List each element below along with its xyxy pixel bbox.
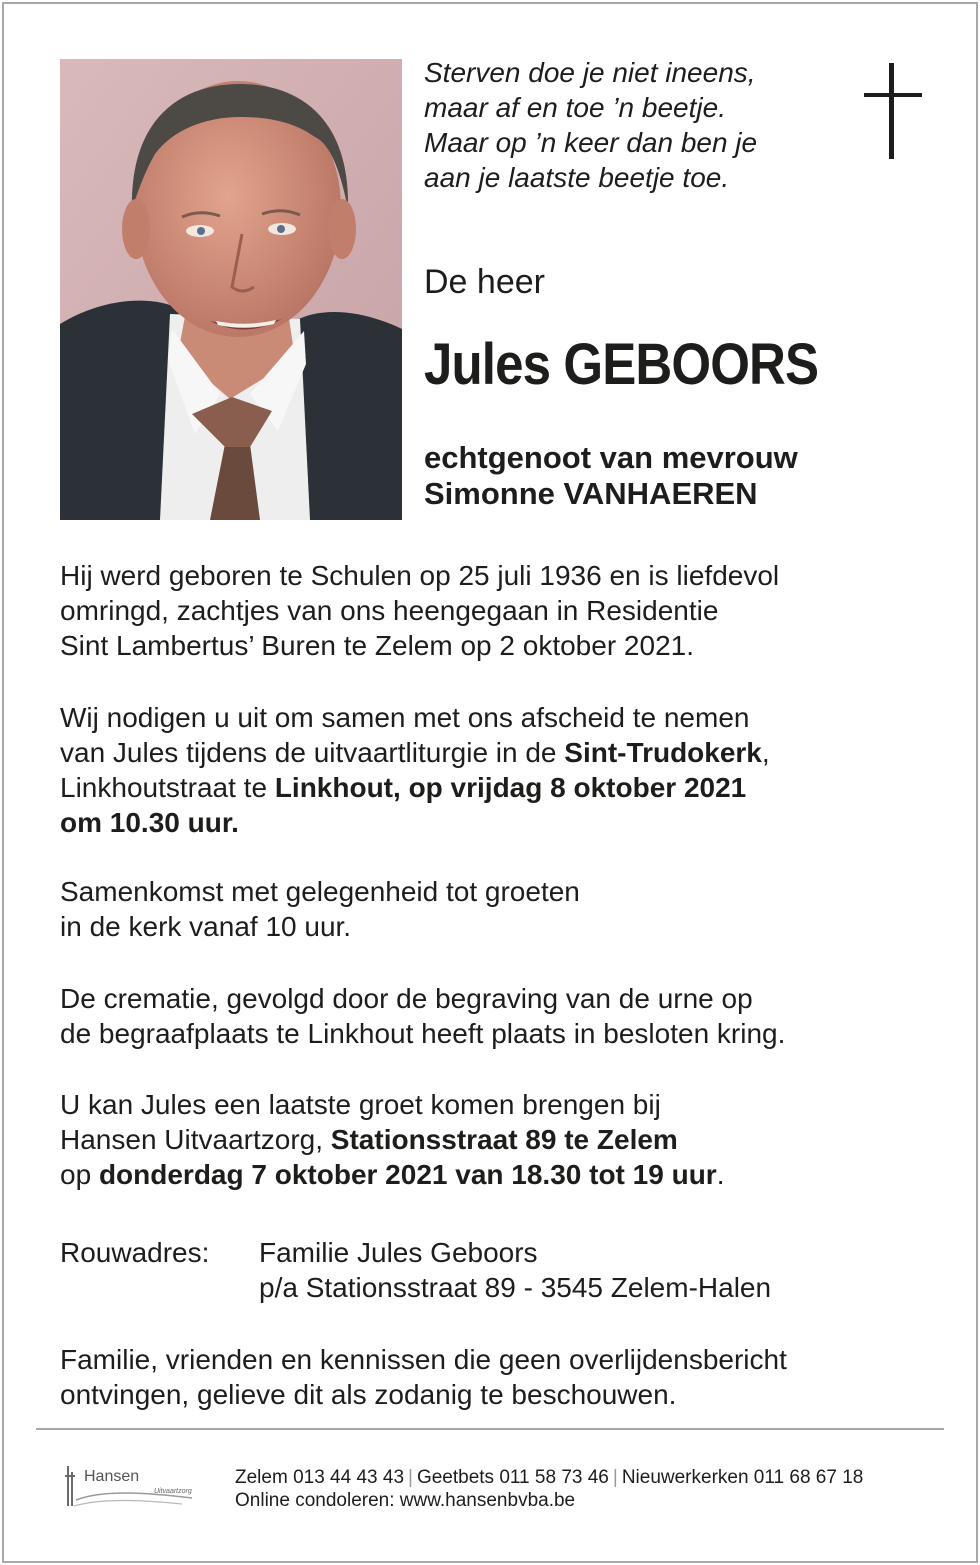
phone-numbers (235, 1466, 863, 1489)
visitation-paragraph (60, 1087, 930, 1192)
text-line: De crematie, gevolgd door de begraving van de urne op (60, 983, 753, 1014)
text-line (60, 1157, 930, 1192)
text-line (60, 735, 930, 770)
text-line: de begraafplaats te Linkhout heeft plaats in besloten kring. (60, 1018, 786, 1049)
logo-name: Hansen (84, 1468, 140, 1485)
poem-line: Sterven doe je niet ineens, (424, 57, 756, 88)
address-lines (259, 1235, 771, 1305)
poem-line: Maar op ’n keer dan ben je (424, 127, 758, 158)
address-line: Familie Jules Geboors (259, 1237, 538, 1268)
text-span: op (60, 1159, 99, 1190)
text-span: Linkhoutstraat te (60, 772, 275, 803)
cross-icon (864, 63, 922, 159)
gathering-paragraph (60, 874, 930, 944)
text-line: Wij nodigen u uit om samen met ons afscheid te nemen (60, 702, 750, 733)
text-line: Hij werd geboren te Schulen op 25 juli 1936 en is liefdevol (60, 560, 780, 591)
poem-line: aan je laatste beetje toe. (424, 162, 730, 193)
spouse-name: Simonne VANHAEREN (424, 476, 758, 511)
text-line (60, 1122, 930, 1157)
text-line: Sint Lambertus’ Buren te Zelem op 2 oktober 2021. (60, 630, 694, 661)
text-line: in de kerk vanaf 10 uur. (60, 911, 352, 942)
address-line: p/a Stationsstraat 89 - 3545 Zelem-Halen (259, 1272, 772, 1303)
text-line: Familie, vrienden en kennissen die geen overlijdensbericht (60, 1344, 787, 1375)
title-prefix: De heer (424, 263, 545, 301)
funeral-date: Linkhout, op vrijdag 8 oktober 2021 (274, 772, 747, 803)
phone-zelem: Zelem 013 44 43 43 (235, 1467, 405, 1488)
text-span: van Jules tijdens de uitvaartliturgie in de (60, 737, 565, 768)
address-label: Rouwadres: (60, 1237, 210, 1268)
condolence-link[interactable]: Online condoleren: www.hansenbvba.be (235, 1490, 576, 1511)
text-span: . (716, 1159, 725, 1190)
closing-paragraph (60, 1342, 930, 1412)
portrait-photo (60, 59, 402, 520)
visitation-date: donderdag 7 oktober 2021 van 18.30 tot 19 uur (98, 1159, 717, 1190)
text-line: ontvingen, gelieve dit als zodanig te beschouwen. (60, 1379, 677, 1410)
spouse-info (424, 440, 798, 512)
phone-nieuwerkerken: Nieuwerkerken 011 68 67 18 (621, 1467, 864, 1488)
text-line (60, 805, 930, 840)
logo-subtitle: Uitvaartzorg (154, 1488, 192, 1495)
text-line (60, 770, 930, 805)
text-line: omringd, zachtjes van ons heengegaan in Residentie (60, 595, 719, 626)
text-line: U kan Jules een laatste groet komen brengen bij (60, 1089, 661, 1120)
poem (424, 55, 844, 195)
text-span: , (761, 737, 770, 768)
poem-line: maar af en toe ’n beetje. (424, 92, 726, 123)
footer-contact (235, 1466, 863, 1512)
separator: | (612, 1467, 618, 1488)
footer-divider (36, 1428, 944, 1430)
cremation-paragraph (60, 981, 930, 1051)
church-name: Sint-Trudokerk (564, 737, 762, 768)
spouse-line: echtgenoot van mevrouw (424, 440, 798, 475)
birth-death-paragraph (60, 558, 930, 663)
phone-geetbets: Geetbets 011 58 73 46 (416, 1467, 609, 1488)
visitation-address: Stationsstraat 89 te Zelem (330, 1124, 678, 1155)
hansen-logo (62, 1462, 202, 1510)
text-span: Hansen Uitvaartzorg, (60, 1124, 331, 1155)
funeral-time: om 10.30 uur. (60, 807, 239, 838)
funeral-paragraph (60, 700, 930, 840)
text-line: Samenkomst met gelegenheid tot groeten (60, 876, 580, 907)
separator: | (408, 1467, 413, 1488)
deceased-name: Jules GEBOORS (424, 332, 819, 397)
